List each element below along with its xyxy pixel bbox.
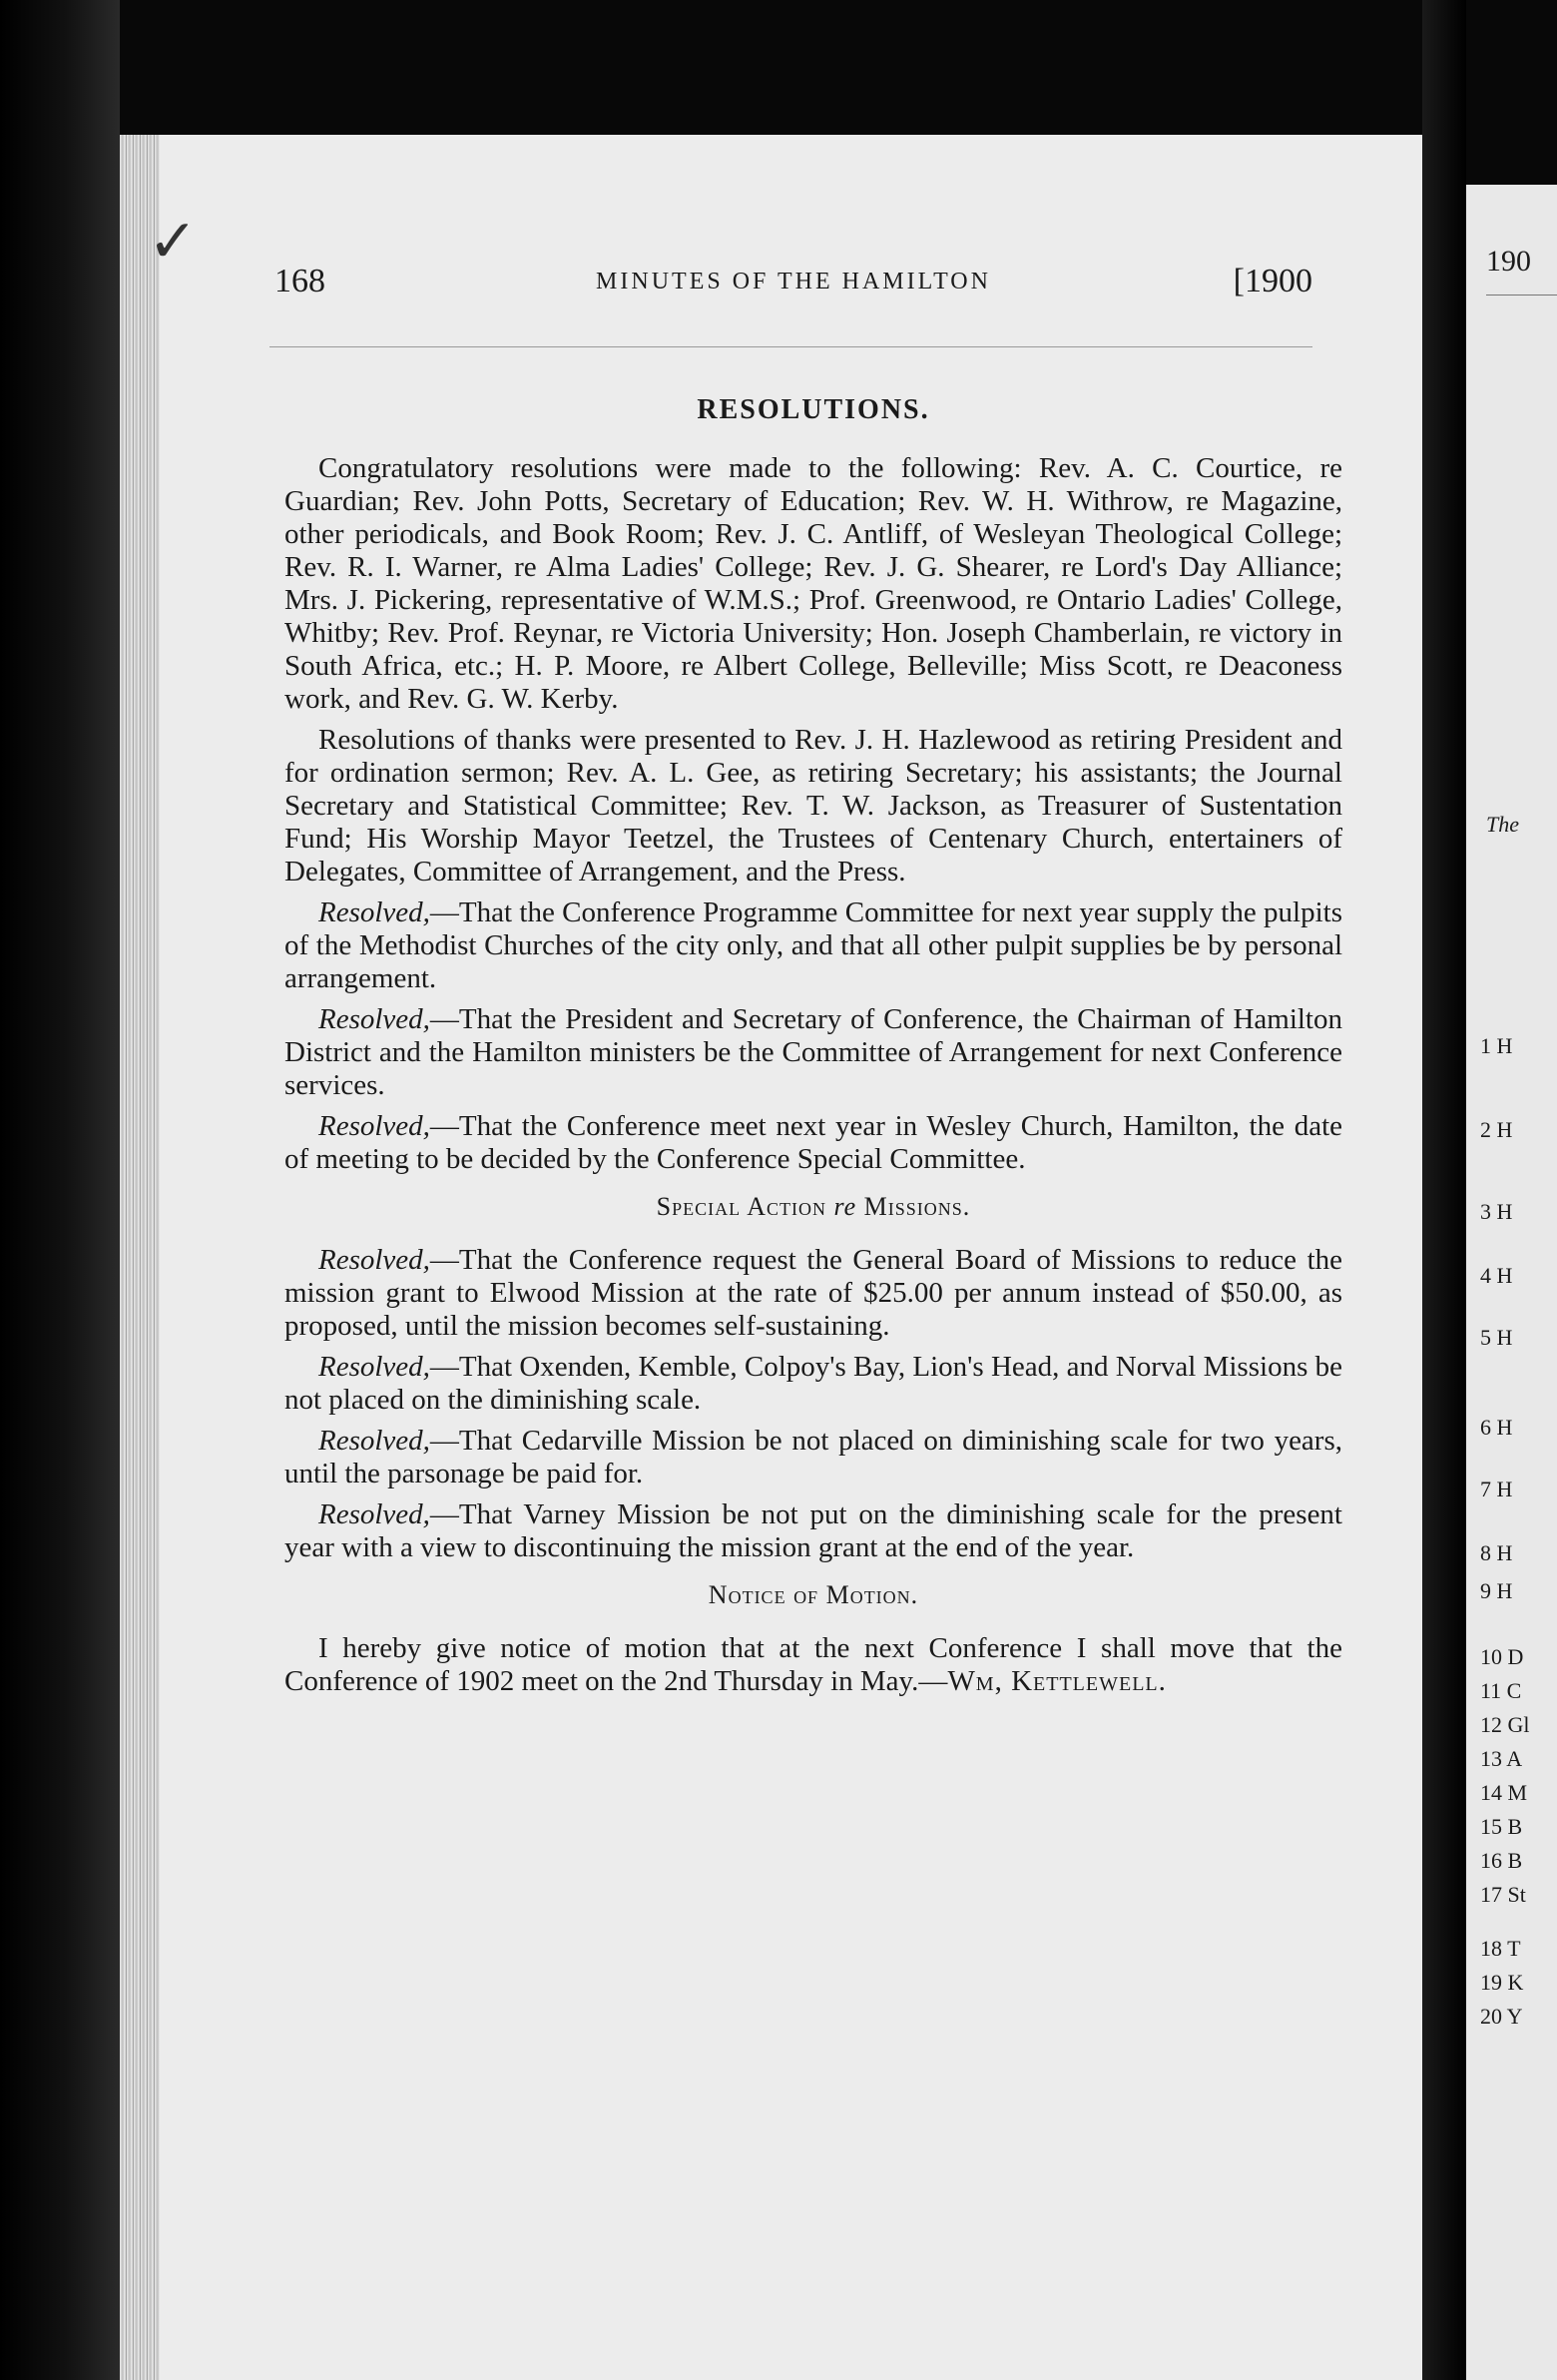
- page-gutter: [1422, 0, 1466, 2380]
- page-number: 168: [274, 263, 325, 299]
- list-item: 14 M: [1480, 1780, 1528, 1805]
- list-item: 3 H: [1480, 1199, 1513, 1224]
- list-item: 13 A: [1480, 1746, 1523, 1771]
- list-item: 2 H: [1480, 1117, 1513, 1142]
- left-page: [148, 135, 1422, 2380]
- list-item: 18 T: [1480, 1936, 1521, 1961]
- resolved-label: Resolved,: [318, 1244, 430, 1276]
- page-body: [284, 394, 1342, 1706]
- resolved-label: Resolved,: [318, 896, 430, 928]
- next-page-italic: The: [1486, 812, 1519, 837]
- next-page-year: 190: [1486, 245, 1531, 278]
- book-spine: [0, 0, 120, 2380]
- section-title: RESOLUTIONS.: [697, 394, 930, 425]
- resolution-cedarville: Resolved,—That Cedarville Mission be not placed on diminishing scale for two years, until the parsonage be paid for.: [284, 1425, 1342, 1489]
- resolved-label: Resolved,: [318, 1110, 430, 1142]
- paragraph-congratulatory: Congratulatory resolutions were made to the following: Rev. A. C. Courtice, re Guardian; Rev. John Potts, Secretary of Education; Rev. W. H. Withrow, re Magazine, other periodicals, and Book Room; Rev. J. C. Antliff, of Wesleyan Theological College; Rev. R. I. Warner, re Alma Ladies' College; Rev. J. G. Shearer, re Lord's Day Alliance; Mrs. J. Pickering, representative of W.M.S.; Prof. Greenwood, re Ontario Ladies' College, Whitby; Rev. Prof. Reynar, re Victoria University; Hon. Joseph Chamberlain, re victory in South Africa, etc.; H. P. Moore, re Albert College, Belleville; Miss Scott, re Deaconess work, and Rev. G. W. Kerby.: [284, 452, 1342, 715]
- list-item: 9 H: [1480, 1578, 1513, 1603]
- list-item: 10 D: [1480, 1644, 1524, 1669]
- list-item: 11 C: [1480, 1678, 1522, 1703]
- notice-signoff: Wm, Kettlewell.: [947, 1665, 1167, 1697]
- resolved-label: Resolved,: [318, 1351, 430, 1383]
- list-item: 7 H: [1480, 1477, 1513, 1501]
- notice-of-motion: I hereby give notice of motion that at the next Conference I shall move that the Conference of 1902 meet on the 2nd Thursday in May.—Wm, Kettlewell.: [284, 1632, 1342, 1697]
- list-item: 8 H: [1480, 1540, 1513, 1565]
- page-header: [274, 263, 1312, 322]
- paragraph-thanks: Resolutions of thanks were presented to Rev. J. H. Hazlewood as retiring President and for ordination sermon; Rev. A. L. Gee, as retiring Secretary; his assistants; the Journal Secretary and Statistical Committee; Rev. T. W. Jackson, as Treasurer of Sustentation Fund; His Worship Mayor Teetzel, the Trustees of Centenary Church, entertainers of Delegates, Committee of Arrangement, and the Press.: [284, 724, 1342, 888]
- list-item: 4 H: [1480, 1263, 1513, 1288]
- next-page-fragment: [1466, 185, 1557, 2380]
- resolution-elwood: Resolved,—That the Conference request the General Board of Missions to reduce the mission grant to Elwood Mission at the rate of $25.00 per annum instead of $50.00, as proposed, until the mission becomes self-sustaining.: [284, 1244, 1342, 1342]
- list-item: 1 H: [1480, 1033, 1513, 1058]
- list-item: 12 Gl: [1480, 1712, 1530, 1737]
- list-item: 15 B: [1480, 1814, 1523, 1839]
- running-year: [1900: [1233, 263, 1312, 299]
- page-edges: [120, 135, 160, 2380]
- scan-top-border: [0, 0, 1557, 135]
- list-item: 20 Y: [1480, 2004, 1523, 2029]
- list-item: 17 St: [1480, 1882, 1526, 1907]
- list-item: 19 K: [1480, 1970, 1524, 1995]
- subhead-missions: Special Action re Missions.: [656, 1192, 971, 1221]
- resolution-arrangement: Resolved,—That the President and Secretary of Conference, the Chairman of Hamilton District and the Hamilton ministers be the Committee of Arrangement for next Conference services.: [284, 1003, 1342, 1101]
- resolution-oxenden: Resolved,—That Oxenden, Kemble, Colpoy's Bay, Lion's Head, and Norval Missions be not placed on the diminishing scale.: [284, 1351, 1342, 1416]
- check-mark-icon: ✓: [148, 209, 199, 275]
- resolved-label: Resolved,: [318, 1003, 430, 1035]
- resolution-varney: Resolved,—That Varney Mission be not put on the diminishing scale for the present year with a view to discontinuing the mission grant at the end of the year.: [284, 1498, 1342, 1563]
- resolved-label: Resolved,: [318, 1498, 430, 1530]
- running-title: MINUTES OF THE HAMILTON: [596, 269, 991, 295]
- subhead-notice: Notice of Motion.: [708, 1580, 919, 1609]
- next-page-rule: [1486, 295, 1557, 296]
- list-item: 6 H: [1480, 1415, 1513, 1440]
- resolved-label: Resolved,: [318, 1425, 430, 1457]
- header-rule: [269, 346, 1312, 347]
- list-item: 16 B: [1480, 1848, 1523, 1873]
- scan-top-right: [1466, 0, 1557, 185]
- resolution-programme: Resolved,—That the Conference Programme Committee for next year supply the pulpits of the Methodist Churches of the city only, and that all other pulpit supplies be by personal arrangement.: [284, 896, 1342, 994]
- list-item: 5 H: [1480, 1325, 1513, 1350]
- resolution-next-conference: Resolved,—That the Conference meet next year in Wesley Church, Hamilton, the date of meeting to be decided by the Conference Special Committee.: [284, 1110, 1342, 1175]
